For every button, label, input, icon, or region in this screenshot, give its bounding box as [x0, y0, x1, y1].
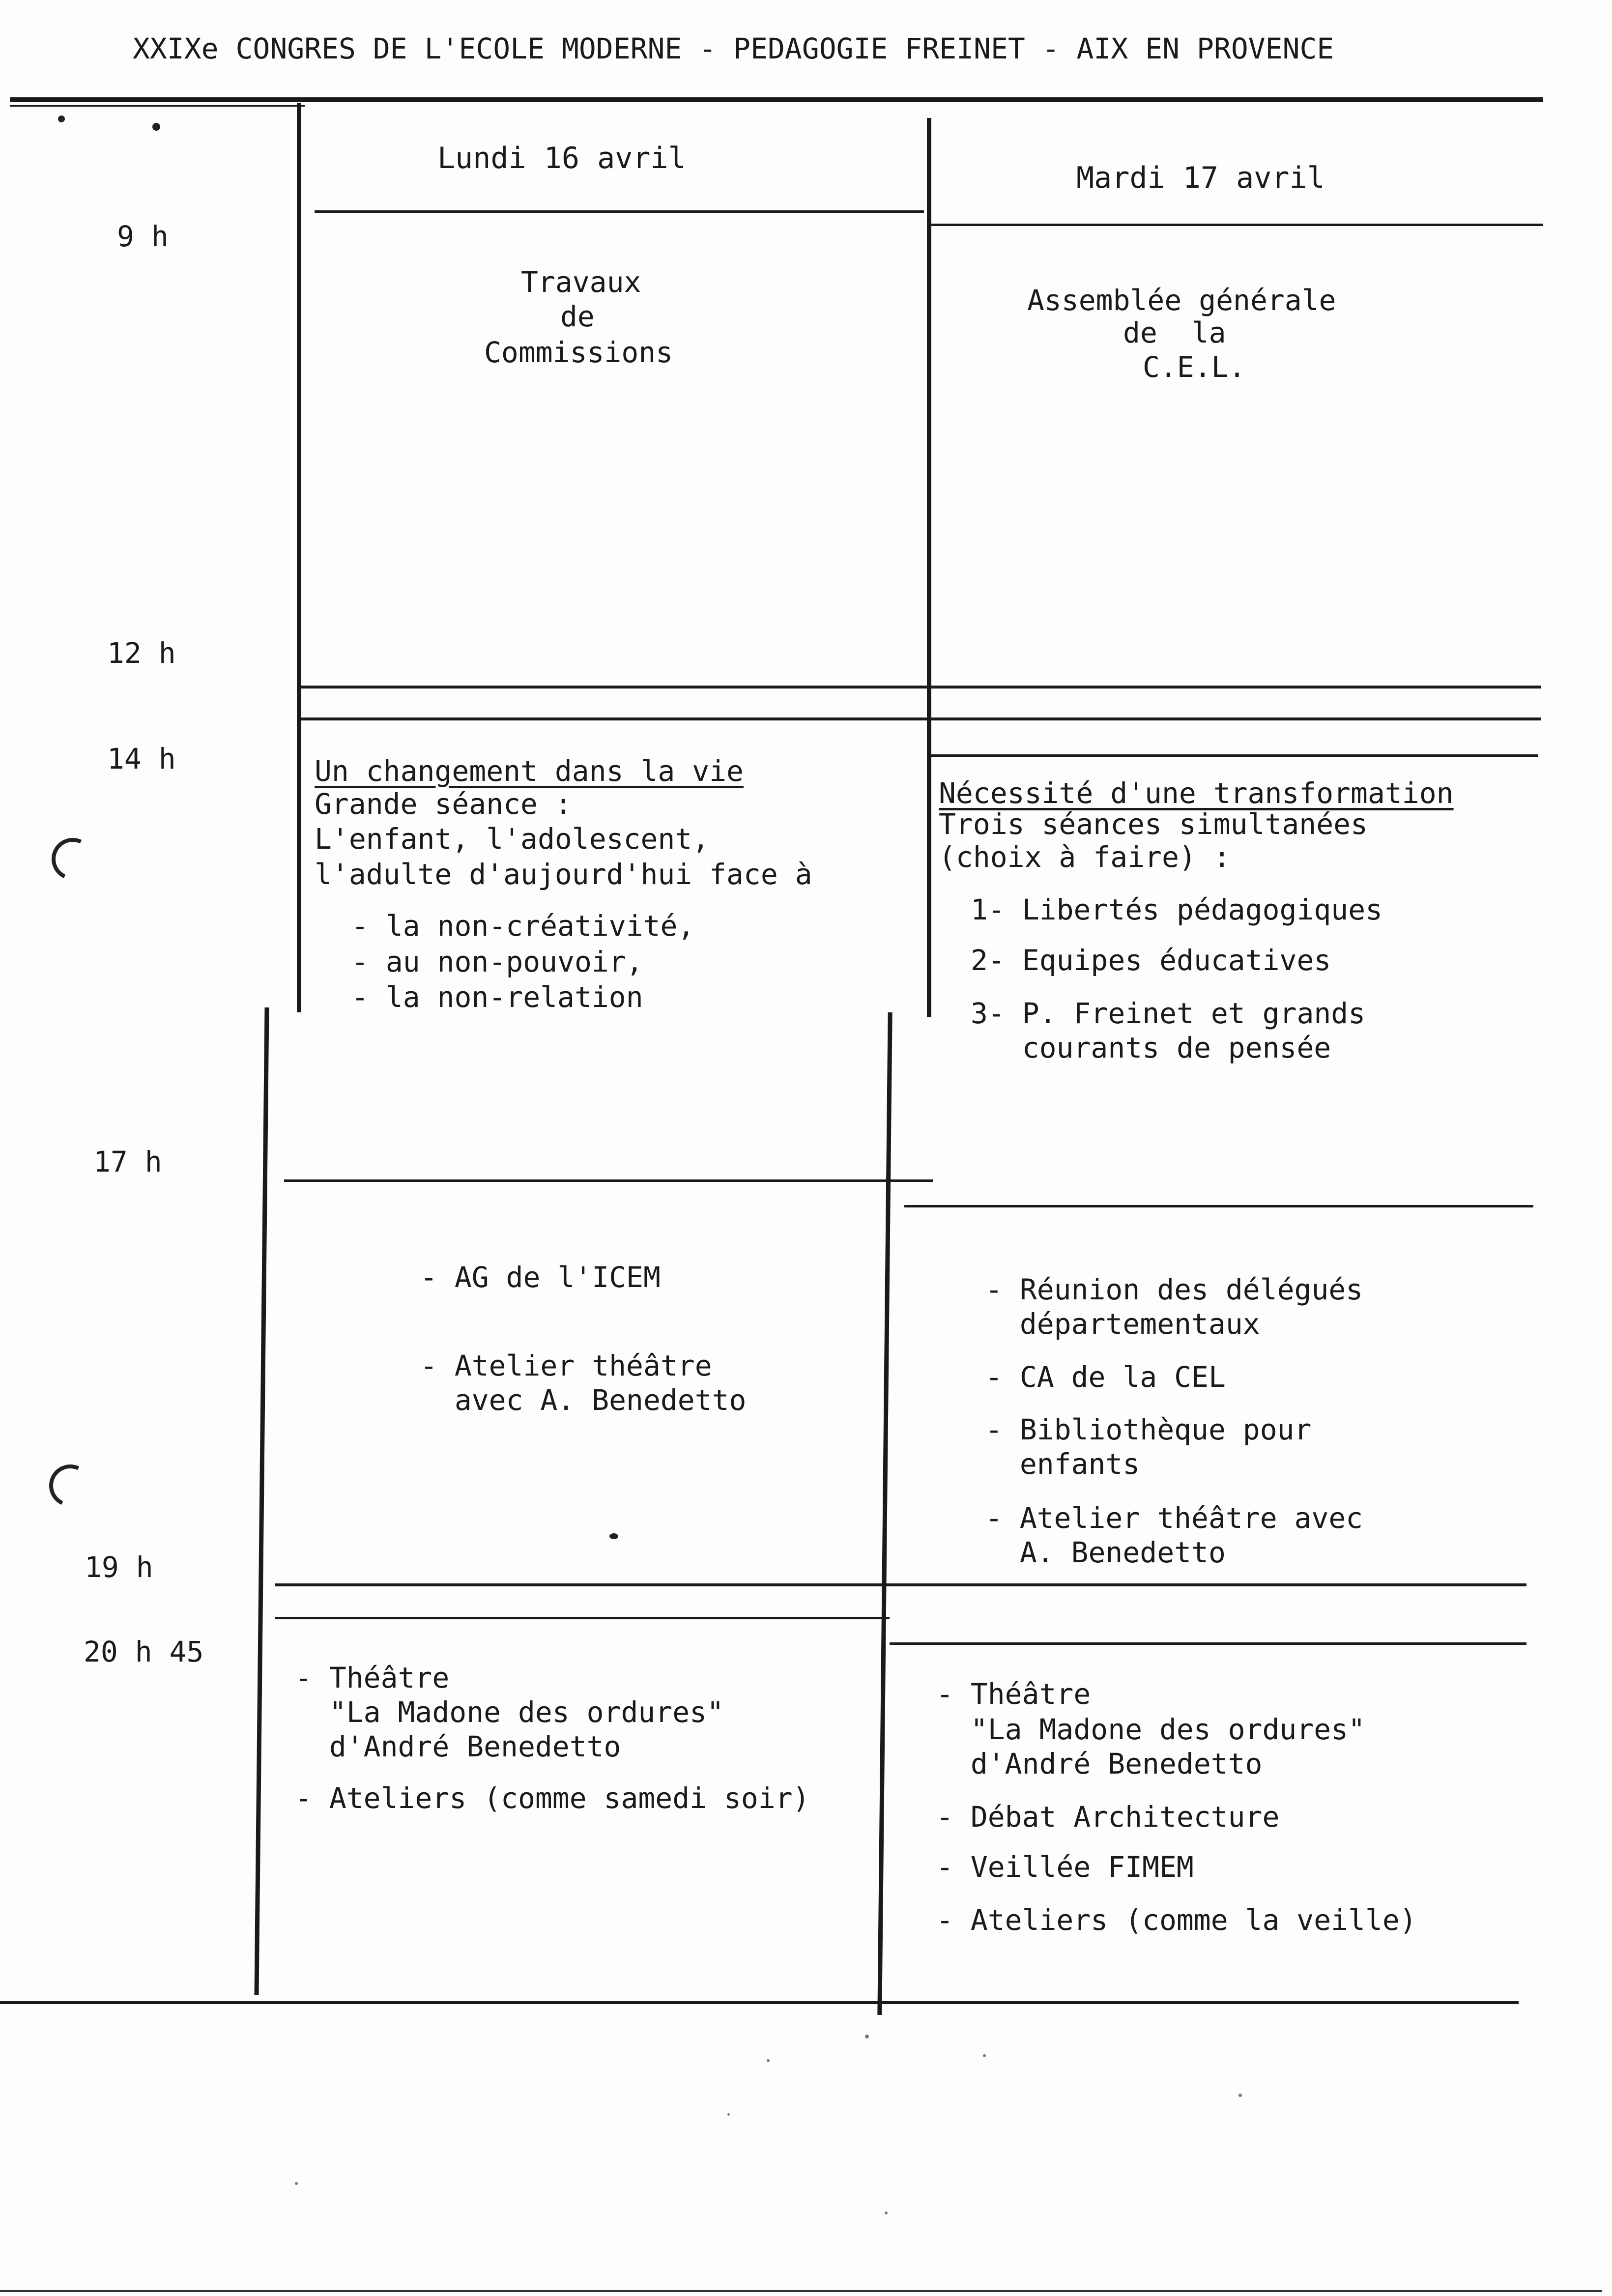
- punch-hole-mark: [46, 832, 100, 886]
- evening-tuesday-line-1: - Théâtre: [936, 1677, 1091, 1711]
- evening-monday-line-3: d'André Benedetto: [295, 1730, 621, 1763]
- punch-hole-mark: [43, 1459, 97, 1513]
- afternoon-tuesday-item-1: 1- Libertés pédagogiques: [971, 893, 1383, 926]
- late-afternoon-rule-tuesday: [904, 1205, 1533, 1207]
- afternoon-tuesday-line-2: (choix à faire) :: [939, 840, 1231, 874]
- evening-tuesday-line-4: - Débat Architecture: [936, 1800, 1280, 1834]
- time-9h: 9 h: [117, 220, 169, 253]
- header-rule-monday: [315, 210, 924, 213]
- late-afternoon-monday-line-3: avec A. Benedetto: [420, 1383, 747, 1417]
- evening-monday-line-1: - Théâtre: [295, 1661, 450, 1694]
- document-title: XXIXe CONGRES DE L'ECOLE MODERNE - PEDAGOGIE FREINET - AIX EN PROVENCE: [133, 32, 1334, 65]
- time-14h: 14 h: [107, 742, 176, 775]
- bottom-rule: [0, 2001, 1519, 2004]
- morning-monday-line-1: Travaux: [521, 265, 641, 299]
- scan-speck: [295, 2182, 298, 2185]
- noon-rule-3: [929, 754, 1538, 757]
- evening-monday-line-4: - Ateliers (comme samedi soir): [295, 1781, 810, 1815]
- morning-monday-line-2: de: [560, 300, 595, 333]
- page-footer-rule: [0, 2290, 1602, 2292]
- left-column-divider: [297, 103, 301, 1012]
- morning-monday-line-3: Commissions: [484, 336, 673, 369]
- afternoon-tuesday-line-1: Trois séances simultanées: [939, 807, 1368, 841]
- late-afternoon-monday-line-2: - Atelier théâtre: [420, 1349, 712, 1382]
- top-rule-thin: [10, 105, 305, 107]
- afternoon-monday-item-2: - au non-pouvoir,: [351, 945, 643, 978]
- afternoon-tuesday-item-3: 3- P. Freinet et grands: [971, 997, 1366, 1030]
- morning-tuesday-line-2: de la: [1123, 316, 1226, 349]
- afternoon-monday-line-2: L'enfant, l'adolescent,: [315, 822, 710, 856]
- evening-tuesday-line-2: "La Madone des ordures": [936, 1713, 1365, 1746]
- time-20h45: 20 h 45: [84, 1635, 204, 1668]
- scan-dot: [152, 123, 160, 131]
- time-12h: 12 h: [107, 636, 176, 670]
- afternoon-monday-line-1: Grande séance :: [315, 787, 572, 821]
- top-rule: [10, 97, 1543, 102]
- evening-tuesday-line-5: - Veillée FIMEM: [936, 1850, 1194, 1884]
- late-afternoon-tuesday-line-5: enfants: [985, 1447, 1140, 1481]
- scan-speck: [1238, 2094, 1242, 2097]
- late-afternoon-monday-line-1: - AG de l'ICEM: [420, 1261, 661, 1294]
- late-afternoon-tuesday-line-6: - Atelier théâtre avec: [985, 1501, 1363, 1535]
- morning-tuesday-line-3: C.E.L.: [1143, 350, 1246, 384]
- afternoon-monday-item-1: - la non-créativité,: [351, 909, 695, 943]
- afternoon-tuesday-title: Nécessité d'une transformation: [939, 776, 1454, 810]
- middle-column-divider: [927, 118, 931, 1017]
- evening-tuesday-line-3: d'André Benedetto: [936, 1747, 1263, 1780]
- noon-rule-2: [298, 718, 1541, 720]
- evening-monday-line-2: "La Madone des ordures": [295, 1695, 724, 1729]
- evening-rule-1: [275, 1583, 1526, 1586]
- evening-rule-2: [275, 1617, 890, 1619]
- afternoon-tuesday-item-2: 2- Equipes éducatives: [971, 944, 1331, 977]
- evening-tuesday-line-6: - Ateliers (comme la veille): [936, 1903, 1417, 1937]
- scan-speck: [767, 2059, 770, 2062]
- scan-speck: [983, 2054, 986, 2057]
- late-afternoon-tuesday-line-2: départementaux: [985, 1307, 1260, 1341]
- scan-speck: [727, 2113, 730, 2116]
- late-afternoon-tuesday-line-3: - CA de la CEL: [985, 1360, 1226, 1394]
- time-19h: 19 h: [85, 1550, 153, 1584]
- column-header-monday: Lundi 16 avril: [437, 141, 686, 175]
- middle-column-divider-lower: [877, 1012, 892, 2015]
- noon-rule-1: [298, 686, 1541, 689]
- late-afternoon-tuesday-line-4: - Bibliothèque pour: [985, 1413, 1312, 1446]
- late-afternoon-tuesday-line-1: - Réunion des délégués: [985, 1273, 1363, 1306]
- evening-rule-3: [890, 1642, 1526, 1645]
- afternoon-monday-item-3: - la non-relation: [351, 980, 643, 1014]
- scan-dot: [58, 115, 65, 122]
- time-17h: 17 h: [93, 1145, 162, 1178]
- header-rule-tuesday: [929, 224, 1543, 226]
- morning-tuesday-line-1: Assemblée générale: [1027, 284, 1336, 317]
- late-afternoon-tuesday-line-7: A. Benedetto: [985, 1536, 1226, 1569]
- scan-speck: [885, 2211, 888, 2214]
- left-column-divider-lower: [254, 1007, 269, 1995]
- column-header-tuesday: Mardi 17 avril: [1076, 161, 1325, 195]
- late-afternoon-rule-monday: [284, 1179, 933, 1182]
- afternoon-monday-title: Un changement dans la vie: [315, 754, 744, 788]
- scan-speck: [865, 2035, 869, 2038]
- afternoon-tuesday-item-4: courants de pensée: [971, 1031, 1331, 1064]
- afternoon-monday-line-3: l'adulte d'aujourd'hui face à: [315, 858, 812, 891]
- scan-dot: [609, 1533, 618, 1539]
